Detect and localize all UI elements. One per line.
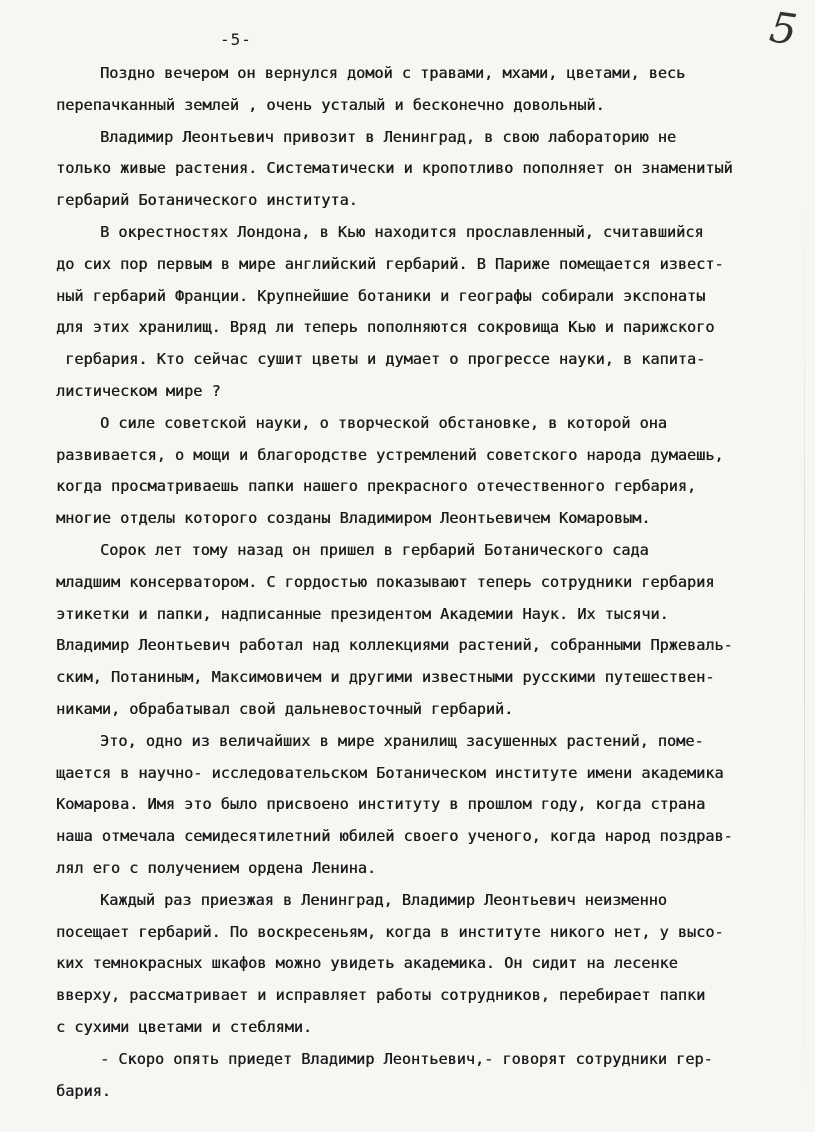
text-line: когда просматриваешь папки нашего прекрасного отечественного гербария,: [56, 477, 697, 496]
text-line: ких темнокрасных шкафов можно увидеть академика. Он сидит на лесенке: [56, 954, 678, 973]
text-line: Сорок лет тому назад он пришел в гербарий Ботанического сада: [100, 540, 649, 559]
text-line: Владимир Леонтьевич привозит в Ленинград, в свою лабораторию не: [100, 127, 677, 146]
text-line: Это, одно из величайших в мире хранилищ засушенных растений, поме-: [100, 731, 704, 750]
text-line: ный гербарий Франции. Крупнейшие ботаники и географы собирали экспонаты: [56, 286, 706, 305]
text-line: гербария. Кто сейчас сушит цветы и думает о прогрессе науки, в капита-: [56, 350, 706, 369]
text-line: с сухими цветами и стеблями.: [56, 1017, 313, 1036]
text-line: - Скоро опять приедет Владимир Леонтьевич,- говорят сотрудники гер-: [100, 1049, 713, 1068]
text-line: Каждый раз приезжая в Ленинград, Владимир Леонтьевич неизменно: [100, 890, 667, 909]
text-line: младшим консерватором. С гордостью показывают теперь сотрудники гербария: [56, 572, 715, 591]
typed-text-body: [56, 58, 804, 1107]
text-line: только живые растения. Систематически и кропотливо пополняет он знаменитый: [56, 159, 733, 178]
text-line: развивается, о мощи и благородстве устремлений советского народа думаешь,: [56, 445, 724, 464]
scan-edge-shadow: [804, 200, 805, 1100]
text-line: бария.: [56, 1081, 111, 1100]
text-line: этикетки и папки, надписанные президентом Академии Наук. Их тысячи.: [56, 604, 669, 623]
page-number: -5-: [220, 30, 252, 49]
text-line: листическом мире ?: [56, 381, 221, 400]
handwritten-page-mark: 5: [766, 2, 801, 55]
text-line: никами, обрабатывал свой дальневосточный гербарий.: [56, 699, 514, 718]
text-line: посещает гербарий. По воскресеньям, когда в институте никого нет, у высо-: [56, 922, 724, 941]
text-line: О силе советской науки, о творческой обстановке, в которой она: [100, 413, 667, 432]
text-line: для этих хранилищ. Вряд ли теперь пополняются сокровища Кью и парижского: [56, 318, 715, 337]
text-line: щается в научно- исследовательском Ботаническом институте имени академика: [56, 763, 724, 782]
text-line: перепачканный землей , очень усталый и бесконечно довольный.: [56, 95, 605, 114]
text-line: ским, Потаниным, Максимовичем и другими известными русскими путешествен-: [56, 668, 715, 687]
text-line: Комарова. Имя это было присвоено институту в прошлом году, когда страна: [56, 795, 706, 814]
text-line: В окрестностях Лондона, в Кью находится прославленный, считавшийся: [100, 222, 704, 241]
text-line: многие отделы которого созданы Владимиром Леонтьевичем Комаровым.: [56, 509, 651, 528]
text-line: гербарий Ботанического института.: [56, 191, 358, 210]
text-line: Поздно вечером он вернулся домой с травами, мхами, цветами, весь: [100, 64, 686, 82]
text-line: Владимир Леонтьевич работал над коллекциями растений, собранными Пржеваль-: [56, 636, 733, 655]
text-line: лял его с получением ордена Ленина.: [56, 858, 377, 877]
text-line: вверху, рассматривает и исправляет работы сотрудников, перебирает папки: [56, 986, 706, 1005]
text-line: наша отмечала семидесятилетний юбилей своего ученого, когда народ поздрав-: [56, 827, 733, 846]
text-line: до сих пор первым в мире английский гербарий. В Париже помещается извест-: [56, 254, 724, 273]
